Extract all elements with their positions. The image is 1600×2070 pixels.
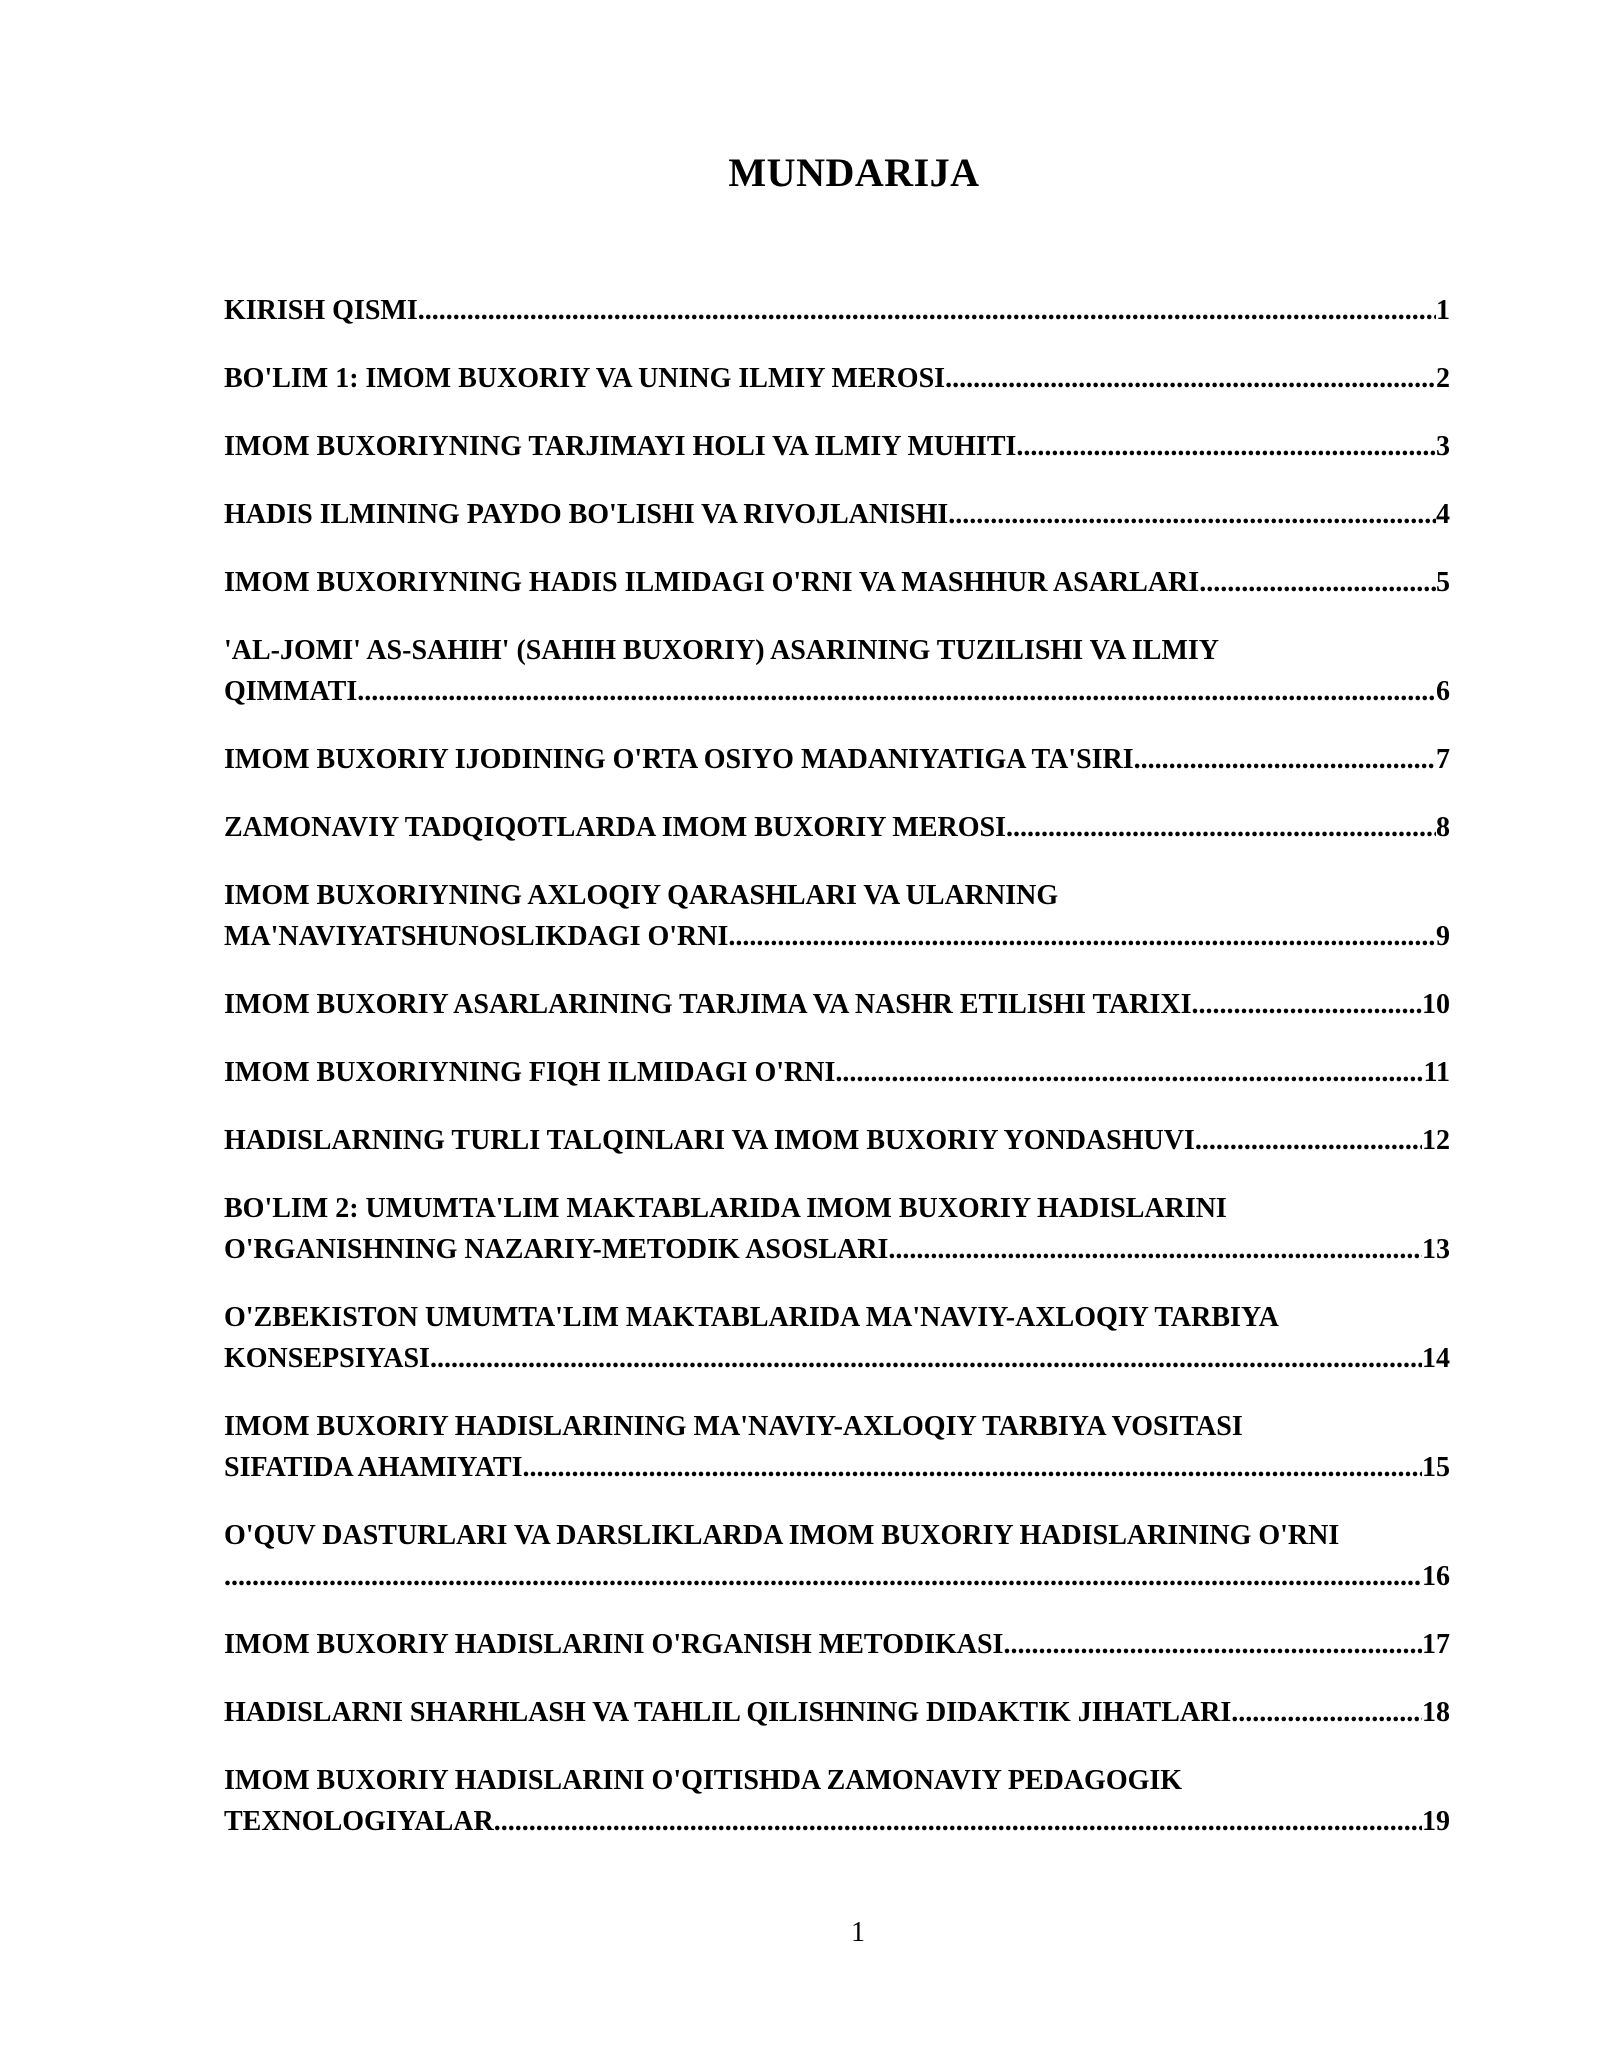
toc-entry-page-number: 9 xyxy=(1436,921,1450,952)
toc-entry-line xyxy=(224,1338,1450,1379)
toc-entry-title: BO'LIM 1: IMOM BUXORIY VA UNING ILMIY MEROSI xyxy=(224,363,946,394)
toc-entry-title: IMOM BUXORIY ASARLARINING TARJIMA VA NASHR ETILISHI TARIXI xyxy=(224,989,1192,1020)
toc-dot-leader xyxy=(948,494,1436,535)
toc-entry-title: IMOM BUXORIYNING FIQH ILMIDAGI O'RNI xyxy=(224,1057,836,1088)
toc-entry-page-number: 1 xyxy=(1436,295,1450,326)
toc-dot-leader xyxy=(1192,984,1423,1025)
toc-entry[interactable] xyxy=(224,1188,1450,1270)
toc-entry-page-number: 7 xyxy=(1436,744,1450,775)
toc-entry-title: KIRISH QISMI xyxy=(224,295,418,326)
toc-dot-leader xyxy=(494,1801,1422,1842)
toc-entry-line xyxy=(224,1624,1450,1665)
toc-entry-line xyxy=(224,426,1450,467)
toc-entry[interactable] xyxy=(224,426,1450,467)
toc-dot-leader xyxy=(357,671,1436,712)
toc-dot-leader xyxy=(1231,1692,1422,1733)
toc-dot-leader xyxy=(1195,1120,1422,1161)
toc-entry-page-number: 8 xyxy=(1436,812,1450,843)
toc-entry-title: IMOM BUXORIYNING TARJIMAYI HOLI VA ILMIY MUHITI xyxy=(224,431,1017,462)
toc-entry-title: O'RGANISHNING NAZARIY-METODIK ASOSLARI xyxy=(224,1234,889,1265)
toc-entry-line xyxy=(224,1052,1450,1093)
toc-entry-page-number: 10 xyxy=(1422,989,1450,1020)
toc-entry-title-line: IMOM BUXORIYNING AXLOQIY QARASHLARI VA ULARNING xyxy=(224,880,1059,911)
toc-entry-line xyxy=(224,984,1450,1025)
toc-entry-line xyxy=(224,1447,1450,1488)
toc-entry-line xyxy=(224,562,1450,603)
toc-entry-page-number: 17 xyxy=(1422,1629,1450,1660)
toc-entry-title: QIMMATI xyxy=(224,676,358,707)
toc-entry-title-line: BO'LIM 2: UMUMTA'LIM MAKTABLARIDA IMOM BUXORIY HADISLARINI xyxy=(224,1193,1227,1224)
toc-entry[interactable] xyxy=(224,1624,1450,1665)
toc-entry-title-line: 'AL-JOMI' AS-SAHIH' (SAHIH BUXORIY) ASARINING TUZILISHI VA ILMIY xyxy=(224,635,1219,666)
toc-entry[interactable] xyxy=(224,1692,1450,1733)
toc-entry-line xyxy=(224,1556,1450,1597)
toc-entry-title: ZAMONAVIY TADQIQOTLARDA IMOM BUXORIY MEROSI xyxy=(224,812,1006,843)
toc-dot-leader xyxy=(224,1556,1422,1597)
toc-entry-line xyxy=(224,290,1450,331)
toc-entry-title: SIFATIDA AHAMIYATI xyxy=(224,1452,523,1483)
toc-entry[interactable] xyxy=(224,358,1450,399)
toc-entry-page-number: 14 xyxy=(1422,1343,1450,1374)
toc-dot-leader xyxy=(1016,426,1436,467)
toc-entry[interactable] xyxy=(224,739,1450,780)
toc-dot-leader xyxy=(418,290,1436,331)
table-of-contents xyxy=(224,290,1450,1869)
page-title: MUNDARIJA xyxy=(728,150,980,195)
toc-entry[interactable] xyxy=(224,1406,1450,1488)
toc-entry-title: HADIS ILMINING PAYDO BO'LISHI VA RIVOJLANISHI xyxy=(224,499,949,530)
toc-entry[interactable] xyxy=(224,290,1450,331)
toc-entry-line xyxy=(224,739,1450,780)
toc-entry[interactable] xyxy=(224,807,1450,848)
toc-entry[interactable] xyxy=(224,494,1450,535)
toc-entry-title-line: IMOM BUXORIY HADISLARINING MA'NAVIY-AXLOQIY TARBIYA VOSITASI xyxy=(224,1411,1243,1442)
toc-entry-title: KONSEPSIYASI xyxy=(224,1343,430,1374)
toc-dot-leader xyxy=(522,1447,1422,1488)
toc-dot-leader xyxy=(1199,562,1436,603)
toc-entry-page-number: 11 xyxy=(1423,1057,1450,1088)
toc-entry-title: HADISLARNI SHARHLASH VA TAHLIL QILISHNING DIDAKTIK JIHATLARI xyxy=(224,1697,1232,1728)
toc-entry-line xyxy=(224,916,1450,957)
toc-entry-page-number: 5 xyxy=(1436,567,1450,598)
toc-entry-line xyxy=(224,671,1450,712)
toc-dot-leader xyxy=(945,358,1436,399)
toc-entry-page-number: 18 xyxy=(1422,1697,1450,1728)
toc-entry-page-number: 6 xyxy=(1436,676,1450,707)
toc-entry[interactable] xyxy=(224,1120,1450,1161)
toc-entry[interactable] xyxy=(224,562,1450,603)
toc-entry-page-number: 4 xyxy=(1436,499,1450,530)
toc-dot-leader xyxy=(1134,739,1436,780)
toc-entry-title-line: O'ZBEKISTON UMUMTA'LIM MAKTABLARIDA MA'NAVIY-AXLOQIY TARBIYA xyxy=(224,1302,1279,1333)
toc-entry[interactable] xyxy=(224,1515,1450,1597)
toc-entry-line xyxy=(224,1120,1450,1161)
toc-entry-title: IMOM BUXORIY IJODINING O'RTA OSIYO MADANIYATIGA TA'SIRI xyxy=(224,744,1134,775)
toc-entry-line xyxy=(224,1692,1450,1733)
toc-entry-title: IMOM BUXORIY HADISLARINI O'RGANISH METODIKASI xyxy=(224,1629,1004,1660)
toc-entry-line xyxy=(224,807,1450,848)
toc-entry-page-number: 13 xyxy=(1422,1234,1450,1265)
toc-dot-leader xyxy=(430,1338,1422,1379)
toc-entry[interactable] xyxy=(224,875,1450,957)
toc-entry-page-number: 19 xyxy=(1422,1806,1450,1837)
toc-entry-title: TEXNOLOGIYALAR xyxy=(224,1806,494,1837)
toc-dot-leader xyxy=(835,1052,1423,1093)
toc-dot-leader xyxy=(1006,807,1436,848)
toc-entry-page-number: 2 xyxy=(1436,363,1450,394)
toc-entry-title-line: IMOM BUXORIY HADISLARINI O'QITISHDA ZAMONAVIY PEDAGOGIK xyxy=(224,1765,1183,1796)
toc-entry-title: HADISLARNING TURLI TALQINLARI VA IMOM BUXORIY YONDASHUVI xyxy=(224,1125,1195,1156)
toc-entry[interactable] xyxy=(224,630,1450,712)
toc-entry-title-line: O'QUV DASTURLARI VA DARSLIKLARDA IMOM BUXORIY HADISLARINING O'RNI xyxy=(224,1520,1340,1551)
toc-entry-line xyxy=(224,494,1450,535)
toc-dot-leader xyxy=(728,916,1436,957)
toc-entry-page-number: 3 xyxy=(1436,431,1450,462)
toc-dot-leader xyxy=(1003,1624,1422,1665)
page-number: 1 xyxy=(851,1917,865,1948)
toc-entry-page-number: 12 xyxy=(1422,1125,1450,1156)
toc-entry-line xyxy=(224,1801,1450,1842)
toc-entry[interactable] xyxy=(224,1760,1450,1842)
toc-entry-title: IMOM BUXORIYNING HADIS ILMIDAGI O'RNI VA MASHHUR ASARLARI xyxy=(224,567,1200,598)
toc-entry-page-number: 15 xyxy=(1422,1452,1450,1483)
toc-dot-leader xyxy=(888,1229,1422,1270)
toc-entry[interactable] xyxy=(224,1297,1450,1379)
toc-entry[interactable] xyxy=(224,1052,1450,1093)
toc-entry[interactable] xyxy=(224,984,1450,1025)
toc-entry-line xyxy=(224,358,1450,399)
toc-entry-page-number: 16 xyxy=(1422,1561,1450,1592)
toc-entry-title: MA'NAVIYATSHUNOSLIKDAGI O'RNI xyxy=(224,921,729,952)
toc-entry-line xyxy=(224,1229,1450,1270)
